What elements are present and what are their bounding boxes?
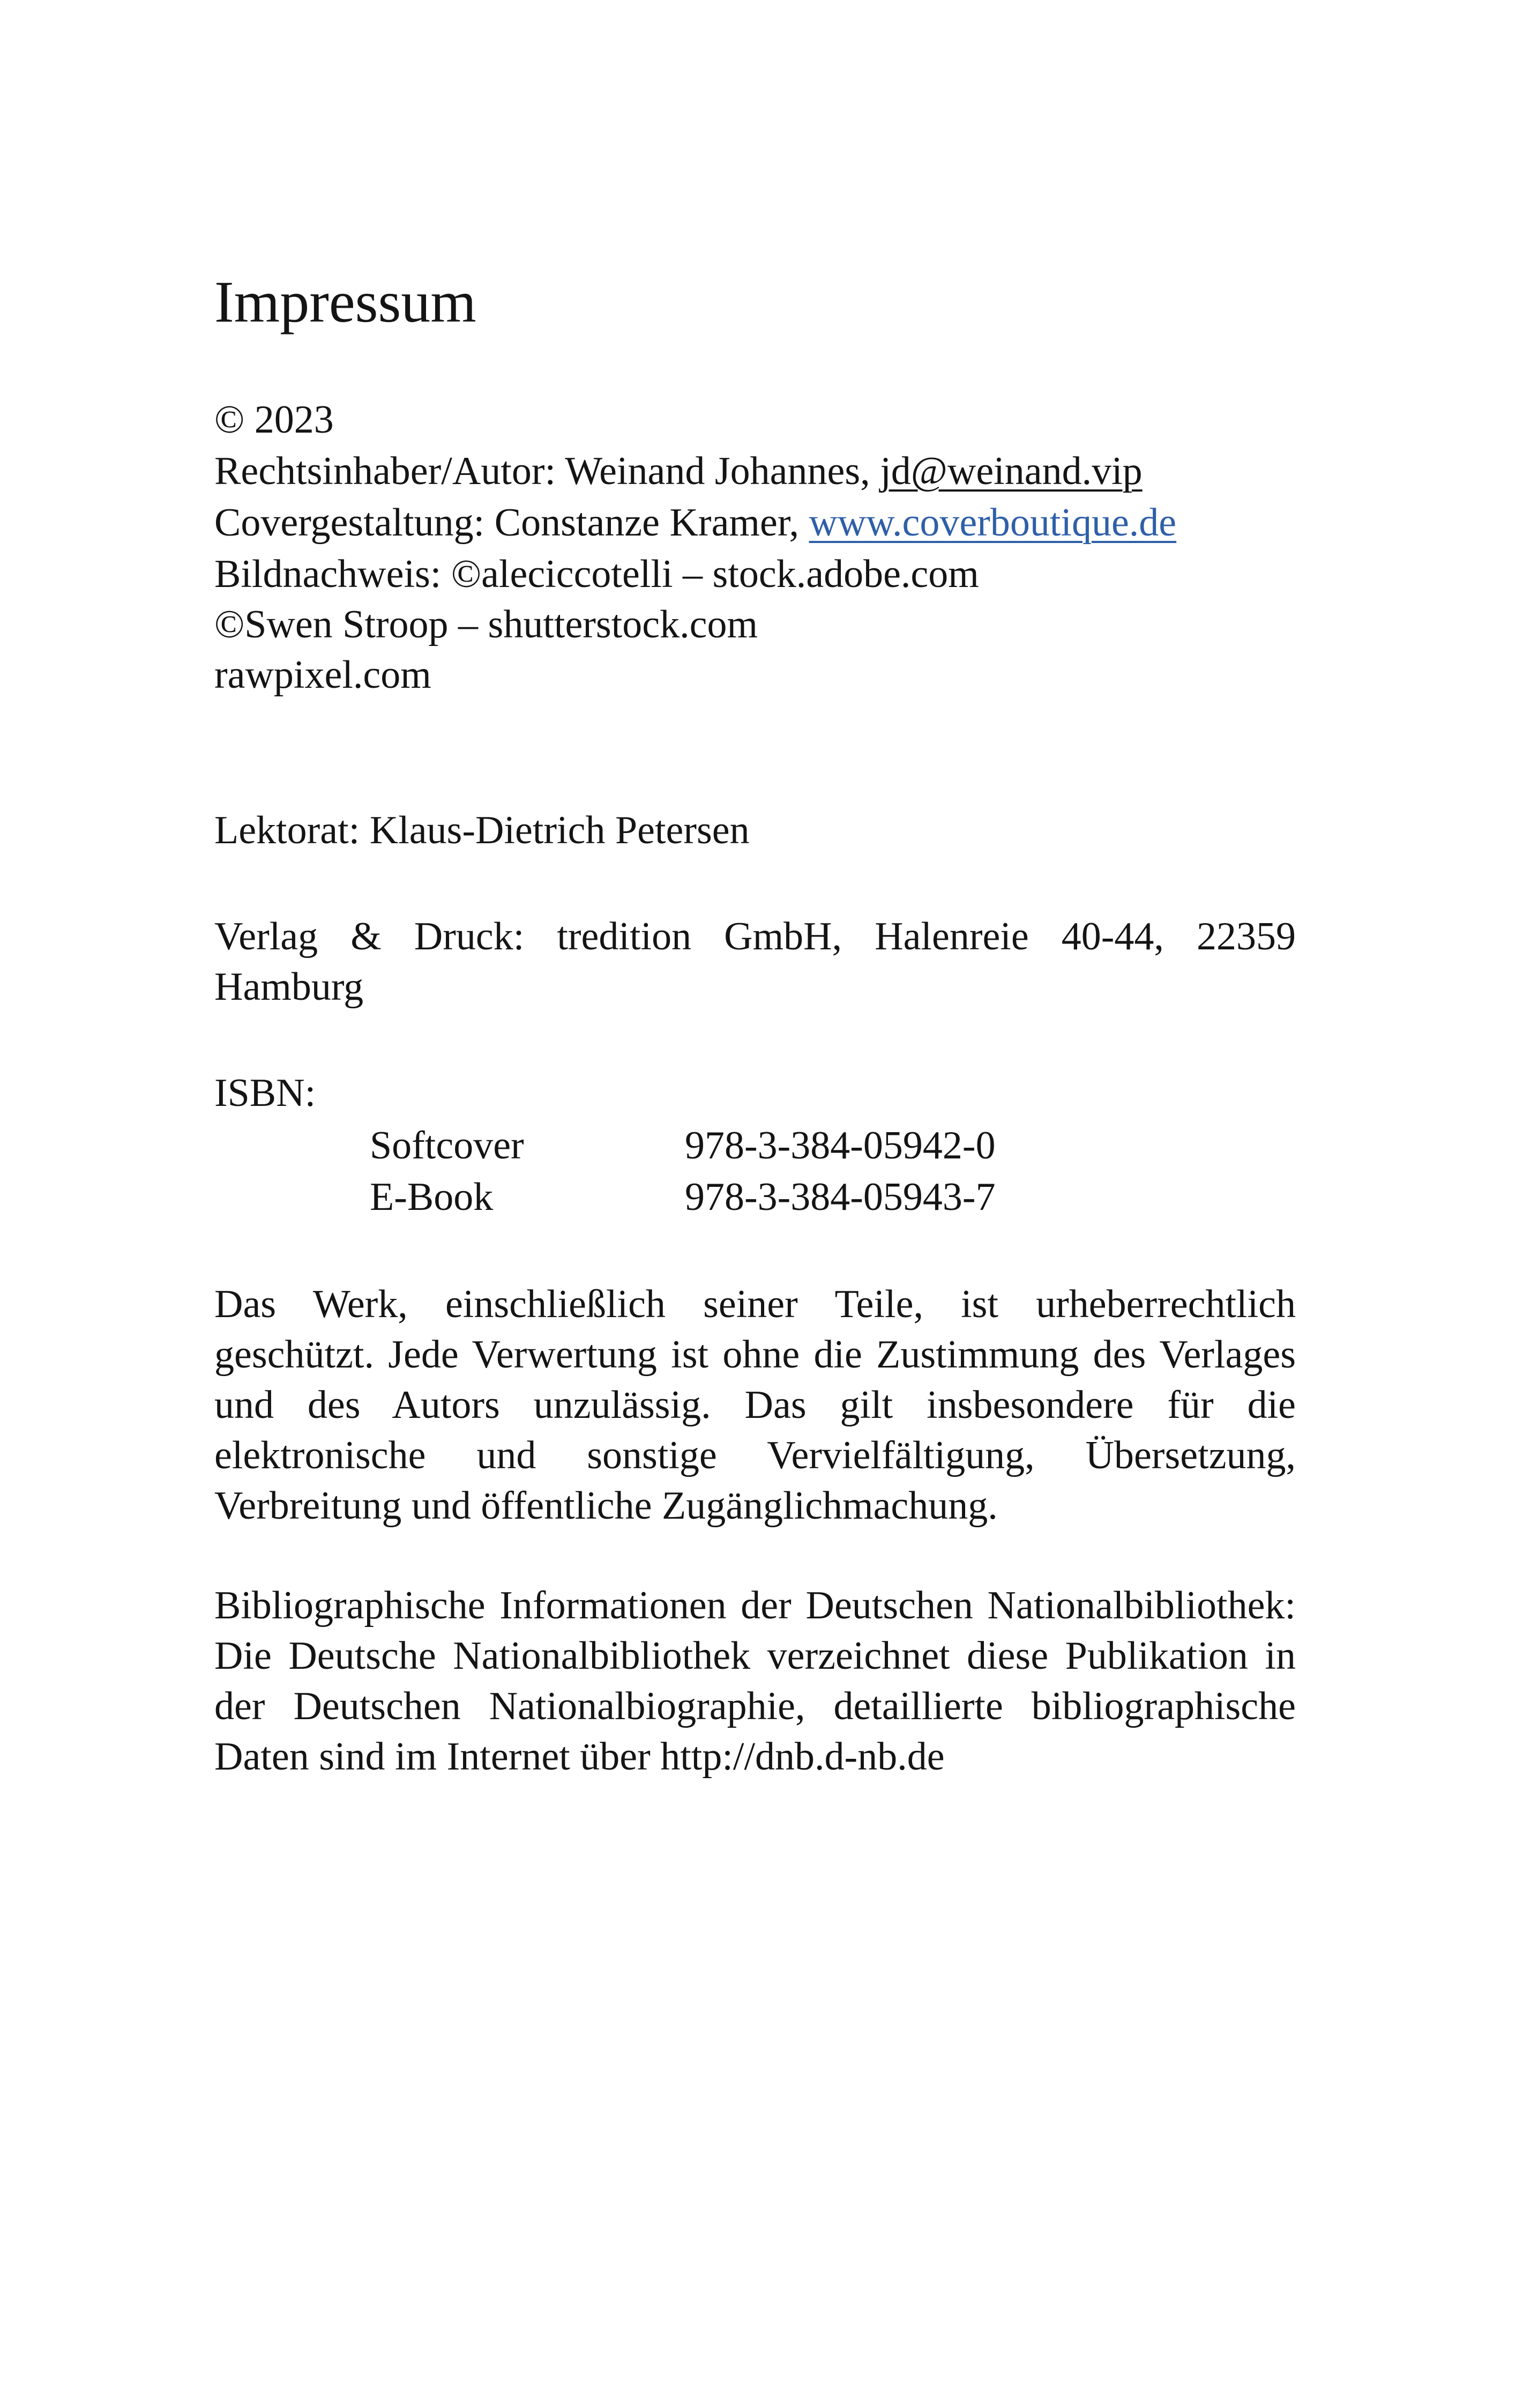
isbn-row: [370, 1172, 996, 1222]
cover-design-line: [214, 497, 1176, 548]
isbn-number: 978-3-384-05942-0: [685, 1124, 996, 1168]
page-title: Impressum: [214, 269, 476, 335]
editor-line: Lektorat: Klaus-Dietrich Petersen: [214, 808, 750, 852]
bibliographic-info: Bibliographische Informationen der Deutschen Nationalbibliothek: Die Deutsche Nationalbibliothek verzeichnet diese Publikation in der Deutschen Nationalbiographie, detaillierte bibliographische Daten sind im Internet über http://dnb.d-nb.de: [214, 1584, 1296, 1779]
rights-holder-label: Rechtsinhaber/Autor: Weinand Johannes,: [214, 449, 880, 493]
isbn-format: E-Book: [370, 1175, 494, 1219]
cover-design-website-link[interactable]: www.coverboutique.de: [809, 501, 1177, 545]
isbn-format: Softcover: [370, 1124, 524, 1168]
publisher-word: 40-44,: [1061, 915, 1164, 958]
isbn-number: 978-3-384-05943-7: [685, 1175, 996, 1219]
rights-holder-line: [214, 446, 1143, 496]
publisher-word: &: [350, 915, 382, 958]
publisher-word: GmbH,: [724, 915, 842, 958]
image-credit-line: rawpixel.com: [214, 653, 431, 697]
publisher-word: Halenreie: [875, 915, 1029, 958]
publisher-word: 22359: [1196, 915, 1296, 958]
copyright-notice: Das Werk, einschließlich seiner Teile, ist urheberrechtlich geschützt. Jede Verwertung ist ohne die Zustimmung des Verlages und des Autors unzulässig. Das gilt insbesondere für die elektronische und sonstige Vervielfältigung, Übersetzung, Verbreitung und öffentliche Zugänglichmachung.: [214, 1282, 1296, 1528]
author-email-link[interactable]: jd@weinand.vip: [880, 449, 1143, 493]
cover-design-label: Covergestaltung: Constanze Kramer,: [214, 501, 809, 545]
image-credit-line: ©Swen Stroop – shutterstock.com: [214, 603, 758, 646]
publisher-word: Druck:: [414, 915, 525, 958]
isbn-label: ISBN:: [214, 1071, 316, 1115]
publisher-city: Hamburg: [214, 965, 364, 1009]
publisher-line: [214, 911, 1296, 962]
publisher-word: tredition: [557, 915, 692, 958]
image-credit-line: Bildnachweis: ©aleciccotelli – stock.adobe.com: [214, 552, 979, 596]
isbn-row: [370, 1120, 996, 1171]
publisher-word: Verlag: [214, 915, 318, 958]
copyright-year: © 2023: [214, 398, 334, 442]
